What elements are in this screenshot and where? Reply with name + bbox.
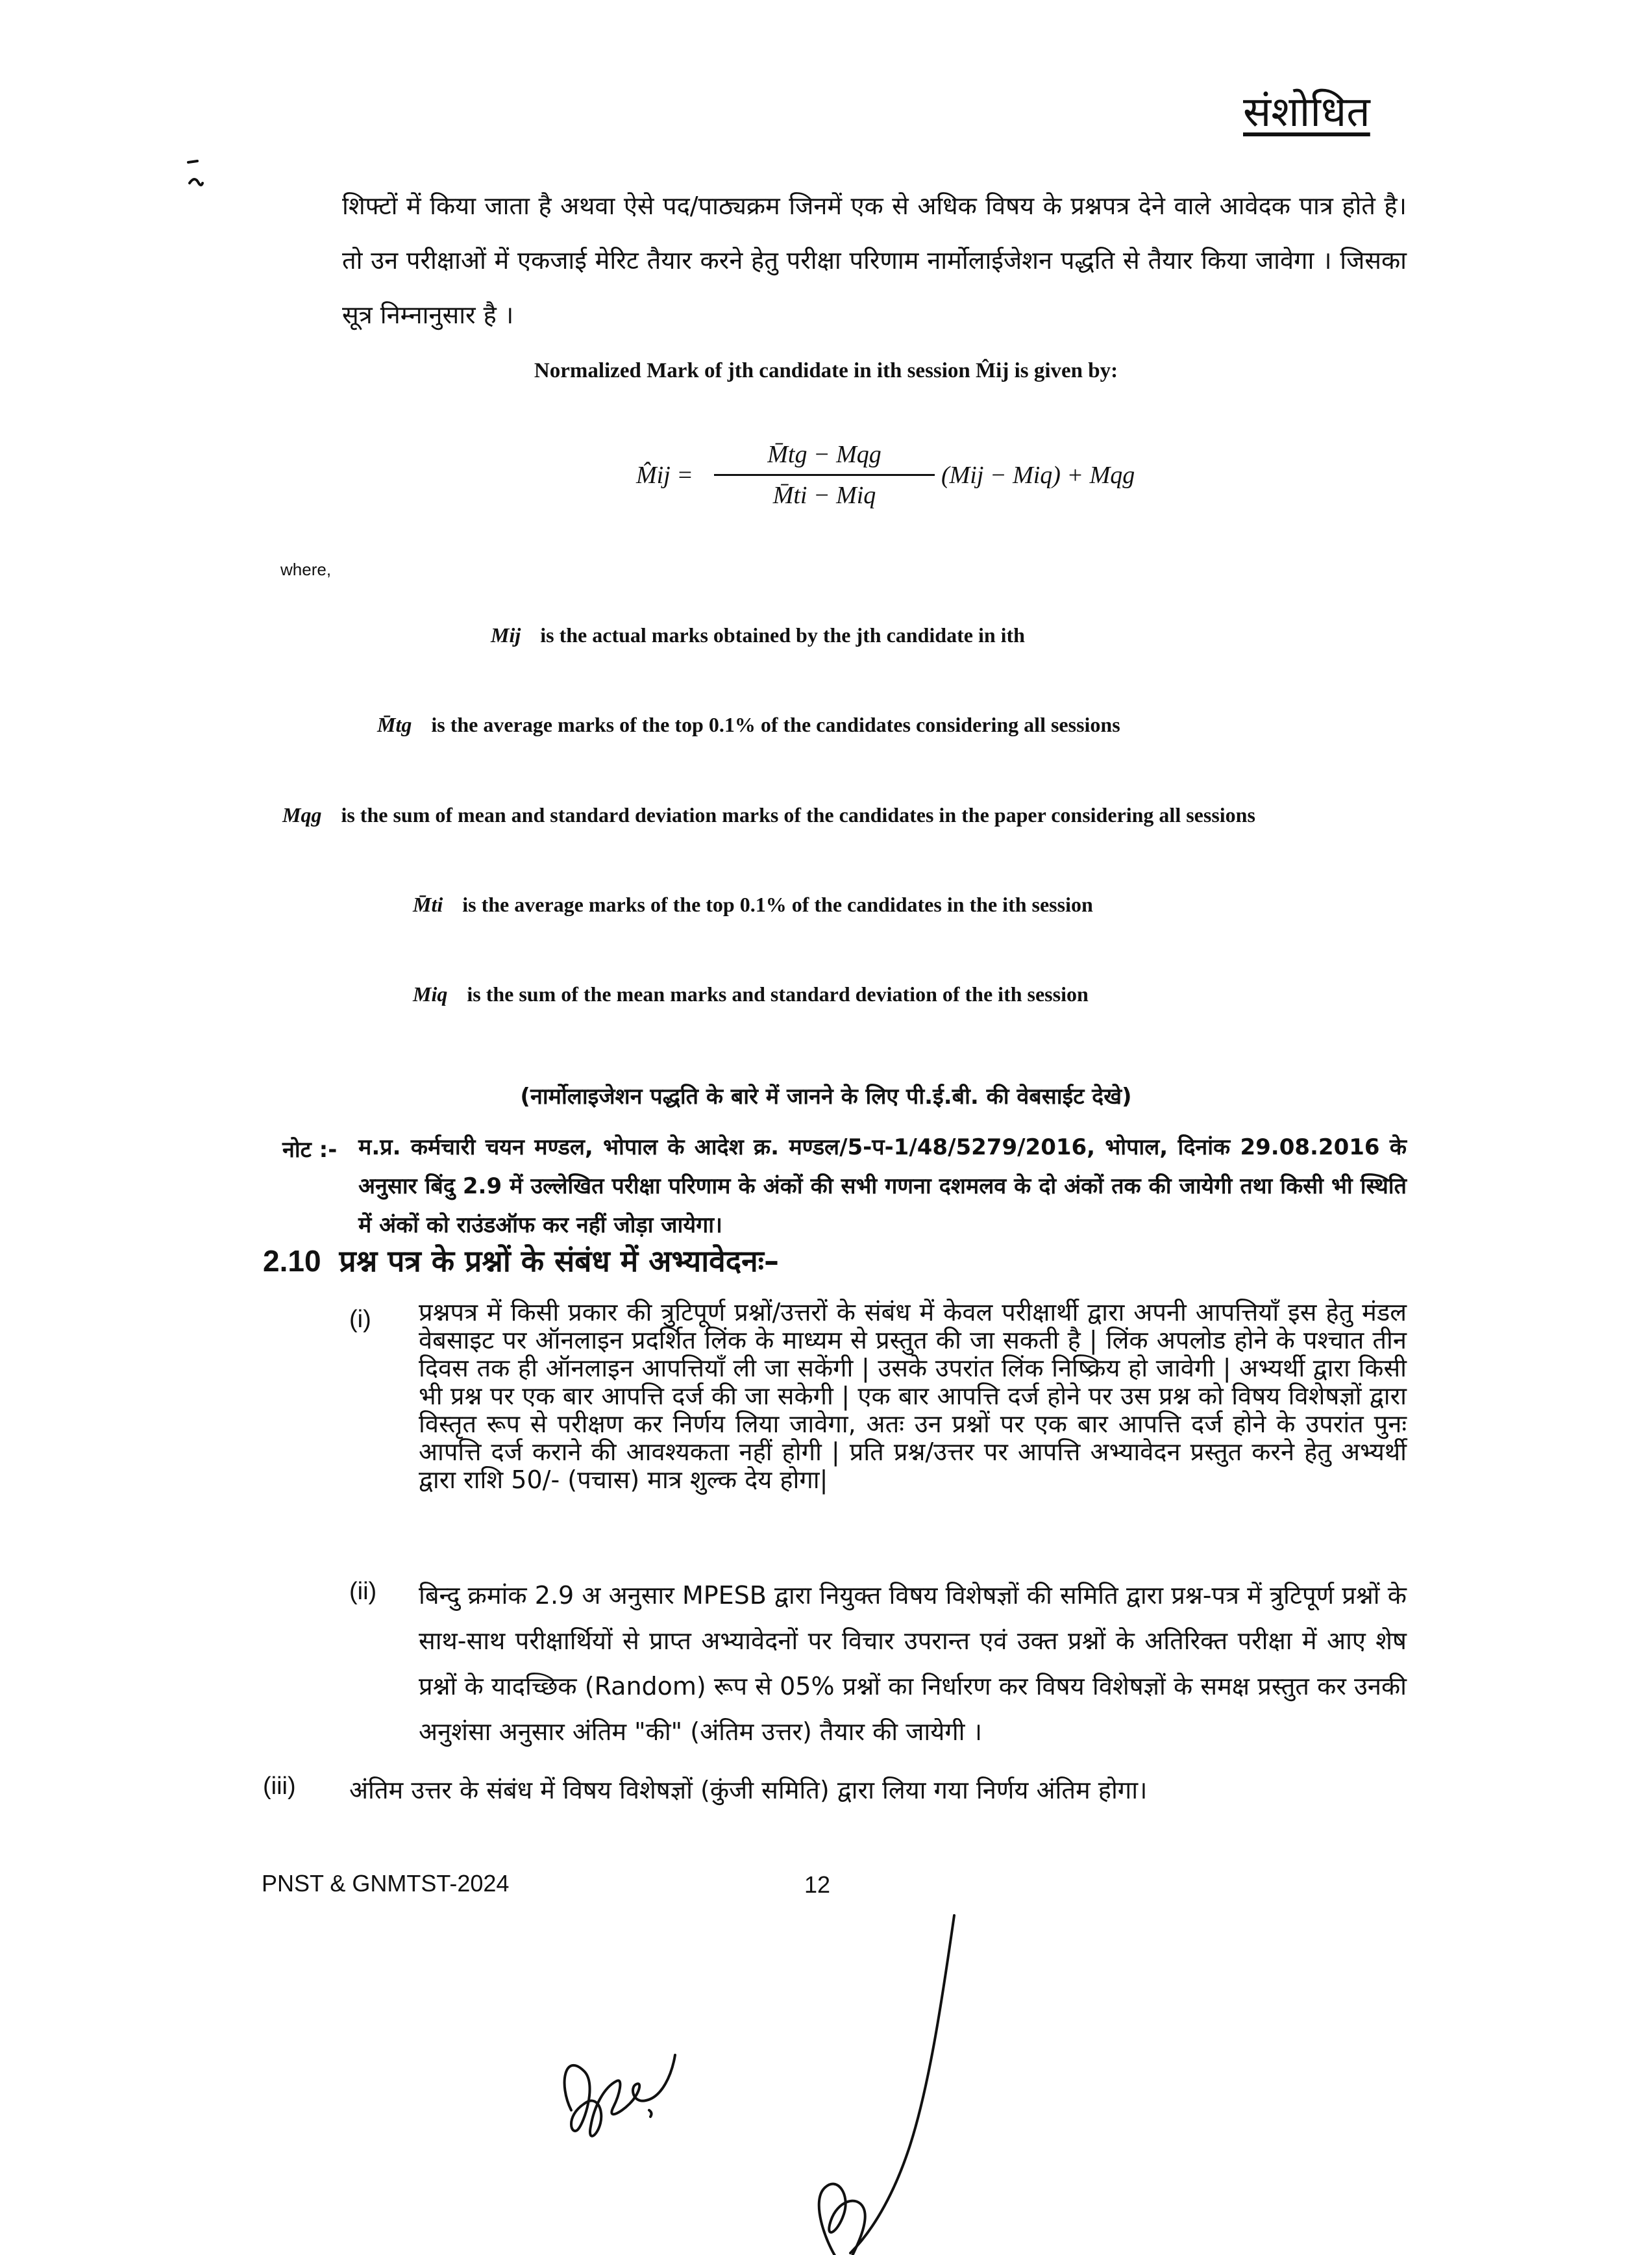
normalization-caption: Normalized Mark of jth candidate in ith session M̂ij is given by:: [534, 359, 1118, 382]
definition-row: [282, 803, 1255, 827]
note-text: म.प्र. कर्मचारी चयन मण्डल, भोपाल के आदेश क्र. मण्डल/5-प-1/48/5279/2016, भोपाल, दिनांक 29.08.2016 के अनुसार बिंदु 2.9 में उल्लेखित परीक्षा परिणाम के अंकों की सभी गणना दशमलव के दो अंकों तक की जायेगी तथा किसी भी स्थिति में अंकों को राउंडऑफ कर नहीं जोड़ा जायेगा।: [358, 1134, 1407, 1238]
definition-row: [413, 982, 1089, 1006]
item-text: बिन्दु क्रमांक 2.9 अ अनुसार MPESB द्वारा नियुक्त विषय विशेषज्ञों की समिति द्वारा प्रश्न-पत्र में त्रुटिपूर्ण प्रश्नों के साथ-साथ परीक्षार्थियों से प्राप्त अभ्यावेदनों पर विचार उपरान्त एवं उक्त प्रश्नों के अतिरिक्त परीक्षा में आए शेष प्रश्नों के यादच्छिक (Random) रूप से 05% प्रश्नों का निर्धारण कर विषय विशेषज्ञों के समक्ष प्रस्तुत कर उनकी अनुशंसा अनुसार अंतिम "की" (अंतिम उत्तर) तैयार की जायेगी ।: [419, 1581, 1407, 1746]
definition-symbol: M̄tg: [377, 713, 412, 736]
item-text: अंतिम उत्तर के संबंध में विषय विशेषज्ञों (कुंजी समिति) द्वारा लिया गया निर्णय अंतिम होगा।: [349, 1776, 1148, 1804]
definition-text: is the average marks of the top 0.1% of the candidates in the ith session: [462, 893, 1093, 916]
footer-exam-name: PNST & GNMTST-2024: [262, 1870, 510, 1897]
item-text: प्रश्नपत्र में किसी प्रकार की त्रुटिपूर्ण प्रश्नों/उत्तरों के संबंध में केवल परीक्षार्थी द्वारा अपनी आपत्तियाँ इस हेतु मंडल वेबसाइट पर ऑनलाइन प्रदर्शित लिंक के माध्यम से प्रस्तुत की जा सकती है | लिंक अपलोड होने के पश्चात तीन दिवस तक ही ऑनलाइन आपत्तियाँ ली जा सकेंगी | उसके उपरांत लिंक निष्क्रिय हो जावेगी | अभ्यर्थी द्वारा किसी भी प्रश्न पर एक बार आपत्ति दर्ज की जा सकेगी | एक बार आपत्ति दर्ज होने पर उस प्रश्न को विषय विशेषज्ञों द्वारा विस्तृत रूप से परीक्षण कर निर्णय लिया जावेगा, अतः उन प्रश्नों पर एक बार आपत्ति दर्ज होने के उपरांत पुनः आपत्ति दर्ज कराने की आवश्यकता नहीं होगी | प्रति प्रश्न/उत्तर पर आपत्ति अभ्यावेदन प्रस्तुत करने हेतु अभ्यर्थी द्वारा राशि 50/- (पचास) मात्र शुल्क देय होगा|: [419, 1298, 1407, 1494]
section-heading: [263, 1240, 779, 1280]
definition-row: [491, 623, 1025, 647]
formula-rhs: (Mij − Miq) + Mqg: [941, 462, 1135, 489]
formula-denominator: M̄ti − Miq: [772, 482, 876, 509]
definition-symbol: Mij: [491, 623, 521, 647]
note-label: नोट :-: [282, 1137, 338, 1163]
formula-lhs: M̂ij =: [636, 462, 693, 489]
normalization-formula: [636, 435, 1135, 532]
formula-numerator: M̄tg − Mqg: [767, 441, 881, 468]
formula-fraction: [714, 435, 935, 515]
signature-one: [565, 2055, 675, 2136]
definition-symbol: M̄ti: [413, 893, 443, 916]
intro-text: शिफ्टों में किया जाता है अथवा ऐसे पद/पाठ्यक्रम जिनमें एक से अधिक विषय के प्रश्नपत्र देने वाले आवेदक पात्र होते है। तो उन परीक्षाओं में एकजाई मेरिट तैयार करने हेतु परीक्षा परिणाम नार्मोलाईजेशन पद्धति से तैयार किया जावेगा । जिसका सूत्र निम्नानुसार है ।: [342, 192, 1407, 329]
website-note: (नार्मोलाइजेशन पद्धति के बारे में जानने के लिए पी.ई.बी. की वेबसाईट देखे): [520, 1084, 1132, 1110]
definition-text: is the average marks of the top 0.1% of the candidates considering all sessions: [431, 713, 1120, 736]
definition-text: is the sum of mean and standard deviation marks of the candidates in the paper considering all sessions: [341, 803, 1255, 827]
definition-symbol: Mqg: [282, 803, 322, 827]
definition-text: is the sum of the mean marks and standard deviation of the ith session: [467, 982, 1089, 1006]
where-label: where,: [280, 560, 332, 579]
definition-text: is the actual marks obtained by the jth candidate in ith: [540, 623, 1025, 647]
item-label: (iii): [263, 1773, 296, 1800]
page-number: 12: [804, 1871, 831, 1898]
stray-mark: [190, 179, 203, 185]
definition-row: [377, 713, 1120, 737]
definition-row: [413, 893, 1093, 917]
section-number: 2.10: [263, 1244, 321, 1278]
section-title: प्रश्न पत्र के प्रश्नों के संबंध में अभ्यावेदनः–: [339, 1243, 779, 1278]
signature-dot: [649, 2110, 652, 2117]
definition-symbol: Miq: [413, 982, 448, 1006]
item-label: (ii): [349, 1578, 377, 1605]
intro-paragraph: [342, 179, 1407, 342]
stray-mark: [188, 161, 197, 162]
revised-stamp: संशोधित: [1243, 88, 1370, 136]
signature-two: [819, 2184, 865, 2255]
signature-long-stroke: [850, 1915, 954, 2253]
item-label: (i): [349, 1306, 371, 1333]
